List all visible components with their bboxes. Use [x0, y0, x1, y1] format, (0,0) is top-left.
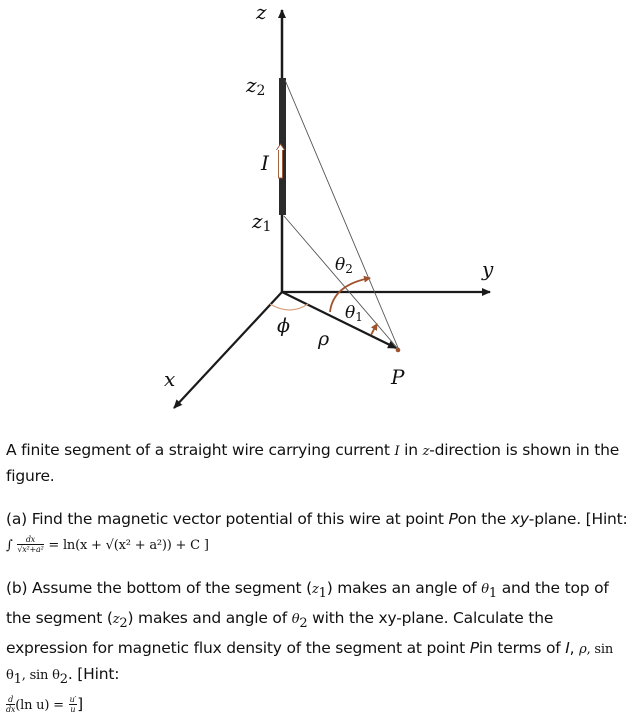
phi-label: ϕ: [277, 315, 290, 337]
x-axis-label: x: [164, 367, 176, 391]
current-label: I: [261, 151, 269, 175]
problem-part-b: (b) Assume the bottom of the segment $(z_1)$ makes an angle of $\theta_1$ and the top of the segment $(z_2)$ makes and angle of $\theta_2$ with the xy-plane. Calculate the expression for magnetic flux density of the segment at point Pin terms of I, ρ, $\sin \theta_1$, $\sin \theta_2$. [Hint: $\frac{d}{dx}$ (ln u) = $\frac{u'}{u}$ ]: [6, 579, 614, 715]
theta1-arc: [371, 324, 377, 335]
hint-a-fraction: $\frac{dx}{\text{√x²+a²}}$: [17, 535, 44, 554]
hint-a-rhs: = ln(x + √(x² + a²)) + C ]: [48, 538, 209, 553]
point-p-label: P: [391, 365, 405, 389]
point-p-dot: [396, 348, 401, 353]
z-axis-label: z: [256, 0, 267, 24]
line-z1-to-p: [284, 216, 399, 350]
hint-b-derivative: $\frac{d}{dx}$: [6, 695, 16, 715]
theta1-label: θ1: [345, 303, 363, 324]
problem-intro: A finite segment of a straight wire carrying current I in z-direction is shown in the figure.: [6, 441, 620, 485]
y-axis-label: y: [482, 257, 494, 281]
hint-b-fraction: $\frac{u'}{u}$: [69, 695, 77, 715]
phi-arc: [270, 304, 308, 310]
line-z2-to-p: [285, 80, 399, 350]
z2-label: z2: [246, 73, 266, 99]
hint-integral-sign: ∫: [6, 538, 13, 553]
z1-label: z1: [252, 209, 272, 235]
theta2-label: θ2: [335, 255, 353, 276]
rho-label: ρ: [318, 328, 330, 350]
problem-part-a: (a) Find the magnetic vector potential of this wire at point Pon the xy-plane. [Hint: ∫ $\frac{dx}{\text{√x²+a²}}$ = ln(x + √(x² + a²)) + C ]: [6, 510, 628, 554]
rho-vector: [282, 292, 396, 348]
x-axis: [174, 292, 282, 408]
